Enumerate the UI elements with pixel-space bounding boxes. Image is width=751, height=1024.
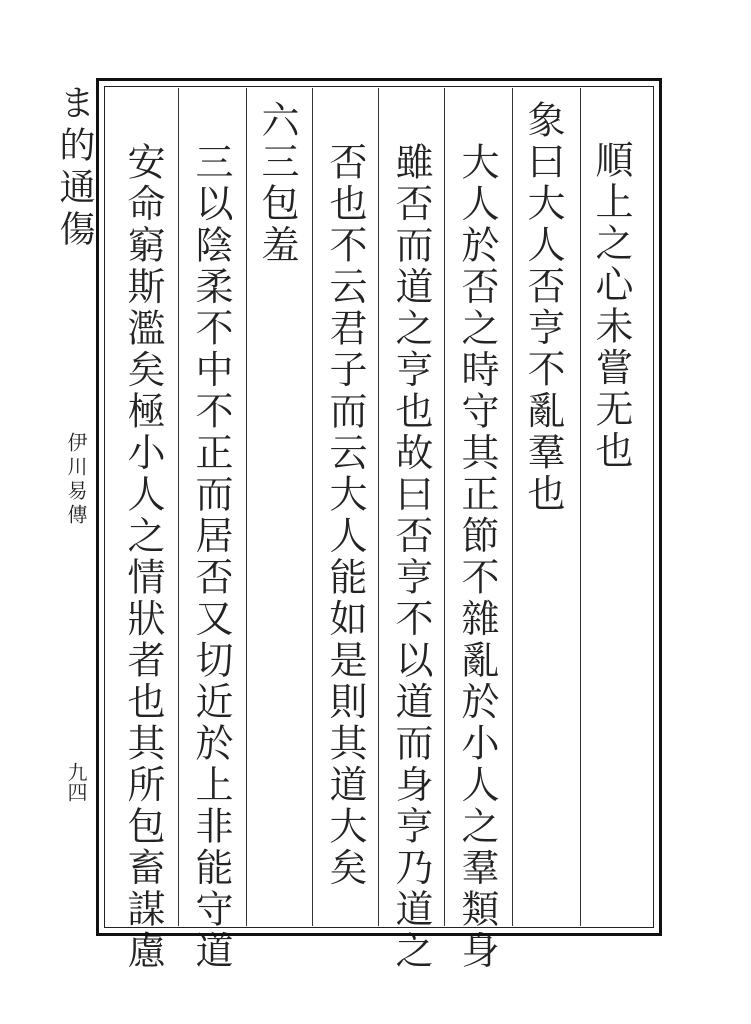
text-column-3: 大人於否之時守其正節不雜亂於小人之羣類身 <box>455 142 499 972</box>
margin-book-title: ま的通傷 <box>54 84 95 252</box>
column-rule <box>246 88 247 926</box>
text-column-6: 六三包羞 <box>255 100 299 266</box>
column-rule <box>580 88 581 926</box>
column-rule <box>512 88 513 926</box>
margin-page-number: 九四 <box>64 762 88 802</box>
page-border-inner <box>104 86 654 928</box>
column-rule <box>378 88 379 926</box>
column-rule <box>312 88 313 926</box>
text-column-8: 安命窮斯濫矣極小人之情狀者也其所包畜謀慮 <box>121 142 165 972</box>
text-column-5: 否也不云君子而云大人能如是則其道大矣 <box>323 142 367 889</box>
text-column-4: 雖否而道之亨也故曰否亨不以道而身亨乃道之 <box>389 142 433 972</box>
margin-fascicle-title: 伊川易傳 <box>64 432 88 528</box>
column-rule <box>178 88 179 926</box>
text-column-2: 象曰大人否亨不亂羣也 <box>521 100 565 515</box>
text-column-1: 順上之心未嘗无也 <box>589 140 633 472</box>
column-rule <box>444 88 445 926</box>
text-column-7: 三以陰柔不中不正而居否又切近於上非能守道 <box>189 142 233 972</box>
